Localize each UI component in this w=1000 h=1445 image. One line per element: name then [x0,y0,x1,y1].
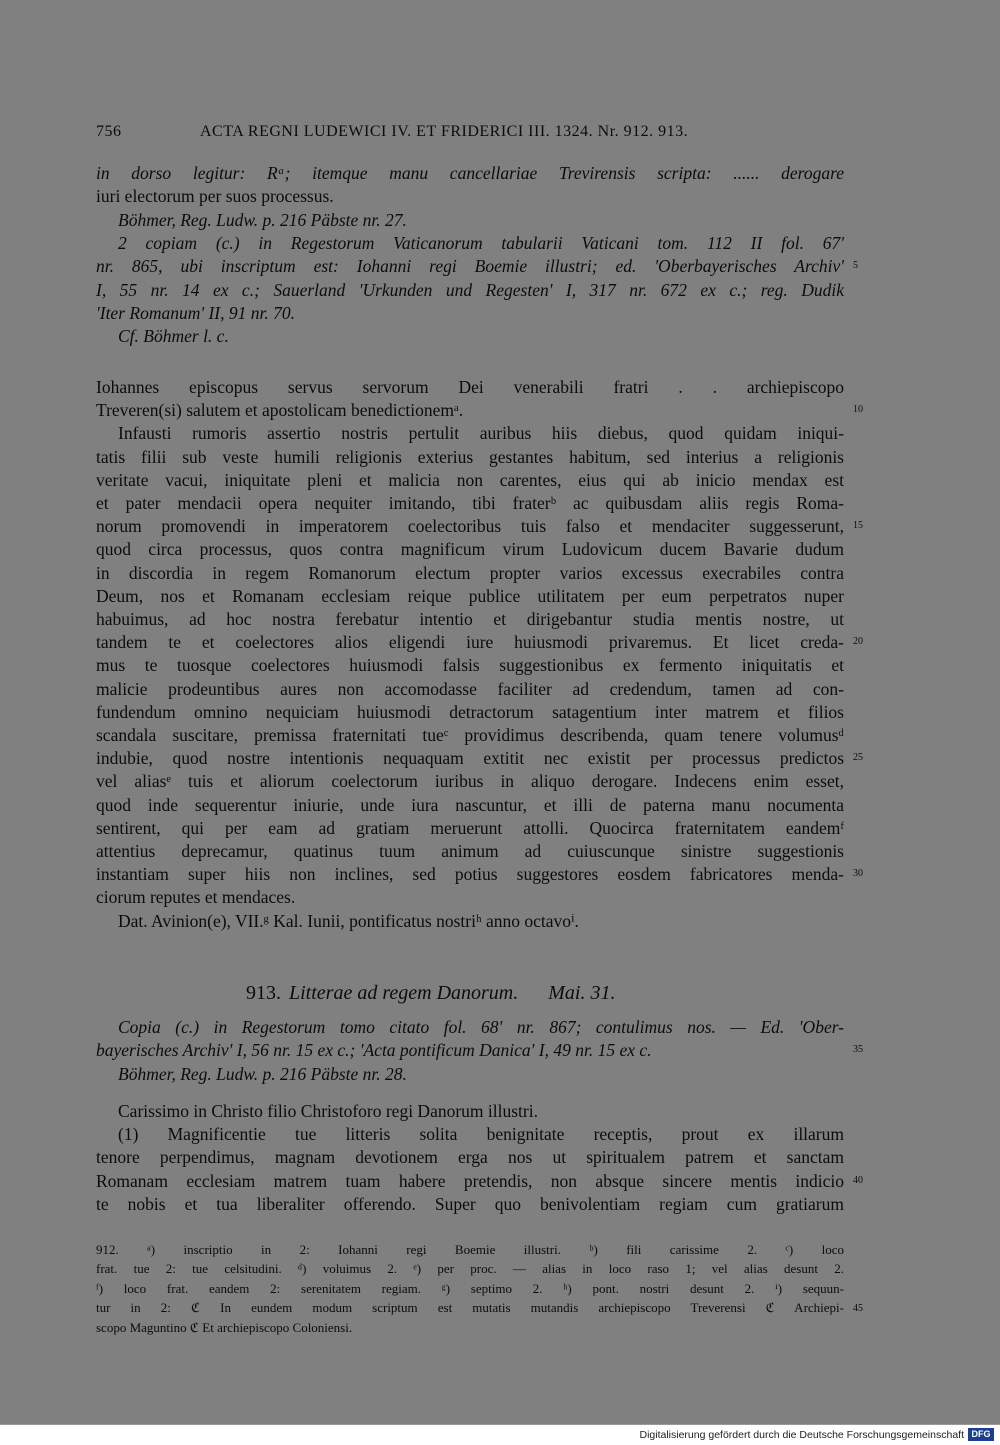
text-line: Treveren(si) salutem et apostolicam benedictionemᵃ. [96,400,464,421]
doc-913-heading [246,981,615,1005]
text-line: Böhmer, Reg. Ludw. p. 216 Päbste nr. 27. [118,209,407,230]
text-line: scopo Maguntino ℭ Et archiepiscopo Coloniensi. [96,1319,353,1335]
text-line: frat. tue 2: tue celsitudini. ᵈ) voluimus 2. ᵉ) per proc. — alias in loco raso 1; vel alias desunt 2. [96,1261,844,1277]
doc-title: Litterae ad regem Danorum. [289,982,519,1004]
text-line: scandala suscitare, premissa fraternitati tueᶜ providimus describenda, quam tenere volumusᵈ [96,725,844,745]
text-line: bayerisches Archiv' I, 56 nr. 15 ex c.; 'Acta pontificum Danica' I, 49 nr. 15 ex c. [96,1040,652,1061]
text-line: Romanam ecclesiam matrem tuam habere pretendis, non absque sincere mentis indicio [96,1170,844,1191]
text-line: nr. 865, ubi inscriptum est: Iohanni regi Boemie illustri; ed. 'Oberbayerisches Archiv' [96,256,844,277]
footer-bar [0,1424,1000,1445]
text-line: quod inde sequerentur iniurie, unde iura nascuntur, et illi de paterna manu nocumenta [96,794,844,815]
text-line: Deum, nos et Romanam ecclesiam reique publice utilitatem per eum perpetratos nuper [96,585,844,606]
text-line: 'Iter Romanum' II, 91 nr. 70. [96,302,295,323]
text-line: Iohannes episcopus servus servorum Dei venerabili fratri . . archiepiscopo [96,377,844,397]
text-line: habuimus, ad hoc nostra ferebatur intentio et dirigebantur studia mentis nostre, ut [96,609,844,629]
text-line: vel aliasᵉ tuis et aliorum coelectorum iuribus in aliquo derogare. Indecens enim esset, [96,771,844,792]
text-line: (1) Magnificentie tue litteris solita benignitate receptis, prout ex illarum [118,1124,844,1145]
text-line: in dorso legitur: Rᵃ; itemque manu cancellariae Trevirensis scripta: ...... derogare [96,163,844,183]
text-line: ᶠ) loco frat. eandem 2: serenitatem regiam. ᵍ) septimo 2. ʰ) pont. nostri desunt 2. ⁱ) sequun- [96,1280,844,1296]
line-number: 5 [853,260,858,272]
text-line: Cf. Böhmer l. c. [118,326,229,347]
text-line: I, 55 nr. 14 ex c.; Sauerland 'Urkunden und Regesten' I, 317 nr. 672 ex c.; reg. Dudik [96,279,844,300]
text-line: norum promovendi in imperatorem coelectoribus tuis falso et mendaciter suggesserunt, [96,516,844,537]
text-line: te nobis et tua liberaliter offerendo. Super quo benivolentiam regiam cum gratiarum [96,1193,844,1214]
footer-credit: Digitalisierung gefördert durch die Deutsche Forschungsgemeinschaft [639,1429,964,1441]
text-line: Infausti rumoris assertio nostris pertulit auribus hiis diebus, quod quidam iniqui- [118,423,844,444]
line-number: 25 [853,752,863,764]
text-line: mus te tuosque coelectores huiusmodi falsis suggestionibus ex fermento iniquitatis et [96,655,844,676]
page-number: 756 [96,123,122,140]
doc-number: 913. [246,982,281,1004]
line-number: 45 [853,1303,863,1315]
text-line: tur in 2: ℭ In eundem modum scriptum est mutatis mutandis archiepiscopo Treverensi ℭ Archiepi- [96,1300,844,1316]
line-number: 35 [853,1044,863,1056]
text-line: tenore perpendimus, magnam devotionem erga nos ut spiritualem patrem et sanctam [96,1147,844,1168]
text-line: attentius deprecamur, quatinus tuum animum ad cuiuscunque sinistre suggestionis [96,841,844,861]
text-line: indubie, quod nostre intentionis nequaquam extitit nec existit per processus predictos [96,748,844,769]
text-line: instantiam super hiis non inclines, sed potius suggestores eosdem fabricatores menda- [96,864,844,885]
text-line: Dat. Avinion(e), VII.ᵍ Kal. Iunii, pontificatus nostriʰ anno octavoⁱ. [118,910,579,931]
text-line: quod circa processus, quos contra magnificum virum Ludovicum ducem Bavarie dudum [96,539,844,560]
text-line: et pater mendacii opera nequiter imitando, tibi fraterᵇ ac quibusdam aliis regis Roma- [96,493,844,513]
text-line: ciorum reputes et mendaces. [96,887,296,908]
running-title: ACTA REGNI LUDEWICI IV. ET FRIDERICI III. 1324. Nr. 912. 913. [200,123,689,140]
running-header [96,122,756,142]
line-number: 15 [853,520,863,532]
text-line: fundendum omnino nequiciam huiusmodi detractorum satagentium inter matrem et filios [96,701,844,722]
text-line: tatis filii sub veste humili religionis exterius gestantes habitum, sed interius a religionis [96,446,844,467]
text-line: iuri electorum per suos processus. [96,186,334,207]
text-line: Böhmer, Reg. Ludw. p. 216 Päbste nr. 28. [118,1063,407,1084]
doc-date: Mai. 31. [548,982,616,1004]
text-line: Carissimo in Christo filio Christoforo regi Danorum illustri. [118,1101,538,1121]
text-line: malicie prodeuntibus aures non accomodasse faciliter ad credendum, tamen ad con- [96,678,844,699]
text-line: in discordia in regem Romanorum electum propter varios excessus execrabiles contra [96,562,844,583]
text-line: sentirent, qui per eam ad gratiam meruerunt attolli. Quocirca fraternitatem eandemᶠ [96,817,844,838]
line-number: 20 [853,636,863,648]
text-line: veritate vacui, iniquitate pleni et malicia non carentes, eius qui ab inicio mendax est [96,469,844,490]
dfg-logo: DFG [968,1428,994,1441]
line-number: 30 [853,868,863,880]
text-line: tandem te et coelectores alios eligendi iure huiusmodi privaremus. Et licet creda- [96,632,844,653]
text-line: Copia (c.) in Regestorum tomo citato fol. 68' nr. 867; contulimus nos. — Ed. 'Ober- [118,1017,844,1037]
text-line: 2 copiam (c.) in Regestorum Vaticanorum tabularii Vaticani tom. 112 II fol. 67' [118,232,844,253]
line-number: 10 [853,404,863,416]
text-line: 912. ᵃ) inscriptio in 2: Iohanni regi Boemie illustri. ᵇ) fili carissime 2. ᶜ) loco [96,1242,844,1257]
line-number: 40 [853,1174,863,1186]
